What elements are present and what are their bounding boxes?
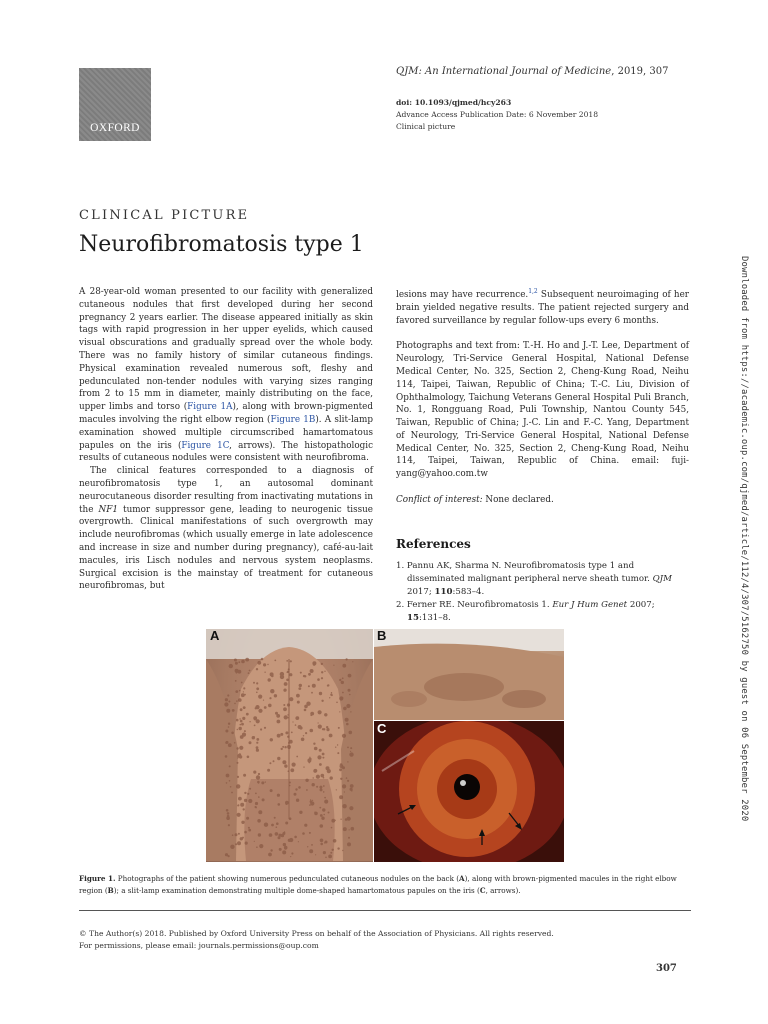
paragraph-2 (79, 465, 373, 593)
journal-abbrev: QJM (652, 574, 672, 584)
text-run: ), along with brown-pigmented macules in the right elbow region ( (79, 874, 677, 895)
copyright-block (79, 928, 554, 952)
footer-divider (79, 910, 691, 911)
page-number: 307 (656, 963, 677, 974)
figure-panel-b (374, 629, 564, 720)
body-column-right (396, 286, 689, 507)
text-run: ), along with brown-pigmented macules involving the right elbow region ( (79, 402, 373, 425)
conflict-text: None declared. (482, 495, 554, 506)
logo-text: OXFORD (90, 122, 140, 134)
permissions-line[interactable]: For permissions, please email: journals.permissions@oup.com (79, 941, 319, 950)
text-run: :131–8. (418, 613, 451, 623)
text-run: lesions may have recurrence. (396, 289, 529, 300)
reference-item[interactable] (396, 599, 691, 625)
doi[interactable]: doi: 10.1093/qjmed/hcy263 (396, 98, 512, 107)
caption-label: Figure 1. (79, 874, 116, 883)
conflict-label: Conflict of interest: (396, 495, 483, 506)
journal-citation (396, 66, 668, 77)
article-section: Clinical picture (396, 122, 456, 131)
reference-citation[interactable]: 1,2 (528, 288, 538, 295)
text-run: ); a slit-lamp examination demonstrating multiple dome-shaped hamartomatous papules on the iris ( (113, 886, 480, 895)
author-affiliations: Photographs and text from: T.-H. Ho and J.-T. Lee, Department of Neurology, Tri-Service General Hospital, National Defense Medical Center, No. 325, Section 2, Cheng-Kung Road, Neihu 114, Taipei, Taiwan, Republic of China; T.-C. Liu, Division of Ophthalmology, Taichung Veterans General Hospital Puli Branch, No. 1, Rongguang Road, Puli Township, Nantou County 545, Taiwan, Republic of China; J.-C. Lin and F.-C. Yang, Department of Neurology, Tri-Service General Hospital, National Defense Medical Center, No. 325, Section 2, Cheng-Kung Road, Neihu 114, Taipei, Taiwan, Republic of China. email: fuji-yang@yahoo.com.tw (396, 341, 689, 480)
panel-label-b: B (377, 629, 387, 643)
text-run: , arrows). The histopathologic results of cutaneous nodules were consistent with neurofibroma. (79, 440, 374, 464)
panel-label-c: C (377, 721, 387, 736)
text-run: Subsequent neuroimaging of her brain yielded negative results. The patient rejected surgery and favored surveillance by regular follow-ups every 6 months. (396, 289, 689, 326)
section-kicker: CLINICAL PICTURE (79, 208, 250, 223)
text-run: 2. Ferner RE. Neurofibromatosis 1. (396, 600, 553, 610)
references-list (396, 560, 691, 625)
text-run: 2017; (407, 587, 435, 597)
elbow-photo (374, 629, 564, 720)
caption-ref-b: B (107, 886, 114, 895)
paragraph-1 (79, 286, 373, 465)
figure-1a-link[interactable]: Figure 1A (187, 402, 233, 413)
journal-year-page: , 2019, 307 (611, 66, 669, 77)
oxford-logo (79, 68, 151, 141)
download-sidebar (735, 256, 751, 822)
paragraph-3 (396, 286, 689, 327)
caption-ref-a: A (459, 874, 465, 883)
journal-name: QJM: An International Journal of Medicine (396, 66, 612, 77)
copyright-line: © The Author(s) 2018. Published by Oxford University Press on behalf of the Association of Physicians. All rights reserved. (79, 929, 554, 938)
text-run: 2007; (627, 600, 655, 610)
download-notice: Downloaded from https://academic.oup.com/qjmed/article/112/4/307/5162750 by guest on 06 September 2020 (739, 256, 749, 822)
back-photo (206, 629, 373, 862)
figure-panel-a (206, 629, 373, 862)
text-run: tumor suppressor gene, leading to neurogenic tissue overgrowth. Clinical manifestations of such overgrowth may include neurofibromas (which usually emerge in late adolescence and increase in size and number during pregnancy), café-au-lait macules, iris Lisch nodules and nervous system neoplasms. Surgical excision is the mainstay of treatment for cutaneous neurofibromas, but (79, 504, 374, 592)
journal-abbrev: Eur J Hum Genet (552, 600, 628, 610)
figure-1b-link[interactable]: Figure 1B (270, 414, 316, 425)
volume: 110 (434, 587, 453, 597)
body-column-left (79, 286, 373, 593)
references-heading: References (396, 537, 471, 551)
caption-ref-c: C (479, 886, 486, 895)
text-run: , arrows). (485, 886, 521, 895)
volume: 15 (407, 613, 419, 623)
figure-panel-c (374, 721, 564, 862)
figure-1c-link[interactable]: Figure 1C (181, 440, 230, 451)
advance-access-date: Advance Access Publication Date: 6 November 2018 (396, 110, 599, 119)
reference-item[interactable] (396, 560, 691, 599)
iris-photo (374, 721, 564, 862)
text-run: :583–4. (452, 587, 485, 597)
article-title: Neurofibromatosis type 1 (79, 232, 364, 257)
gene-name: NF1 (98, 504, 118, 515)
conflict-of-interest (396, 494, 689, 507)
text-run: The clinical features corresponded to a diagnosis of neurofibromatosis type 1, an autosomal dominant neurocutaneous disorder resulting from inactivating mutations in the (79, 466, 373, 515)
text-run: Photographs of the patient showing numerous pedunculated cutaneous nodules on the back ( (115, 874, 460, 883)
article-meta (396, 97, 598, 133)
figure-caption (79, 873, 691, 897)
text-run: A 28-year-old woman presented to our facility with generalized cutaneous nodules that first developed during her second pregnancy 2 years earlier. The disease appeared initially as skin tags with rapid progression in her upper eyelids, which caused visual obscurations and gradually spread over the whole body. There was no family history of similar cutaneous findings. Physical examination revealed numerous soft, fleshy and pedunculated non-tender nodules with varying sizes ranging from 2 to 15 mm in diameter, mainly distributing on the face, upper limbs and torso ( (79, 287, 373, 413)
panel-label-a: A (210, 629, 220, 643)
text-run: 1. Pannu AK, Sharma N. Neurofibromatosis type 1 and disseminated malignant peripheral nerve sheath tumor. (396, 561, 653, 584)
text-run: ). A slit-lamp examination showed multiple circumscribed hamartomatous papules on the iris ( (79, 414, 373, 451)
